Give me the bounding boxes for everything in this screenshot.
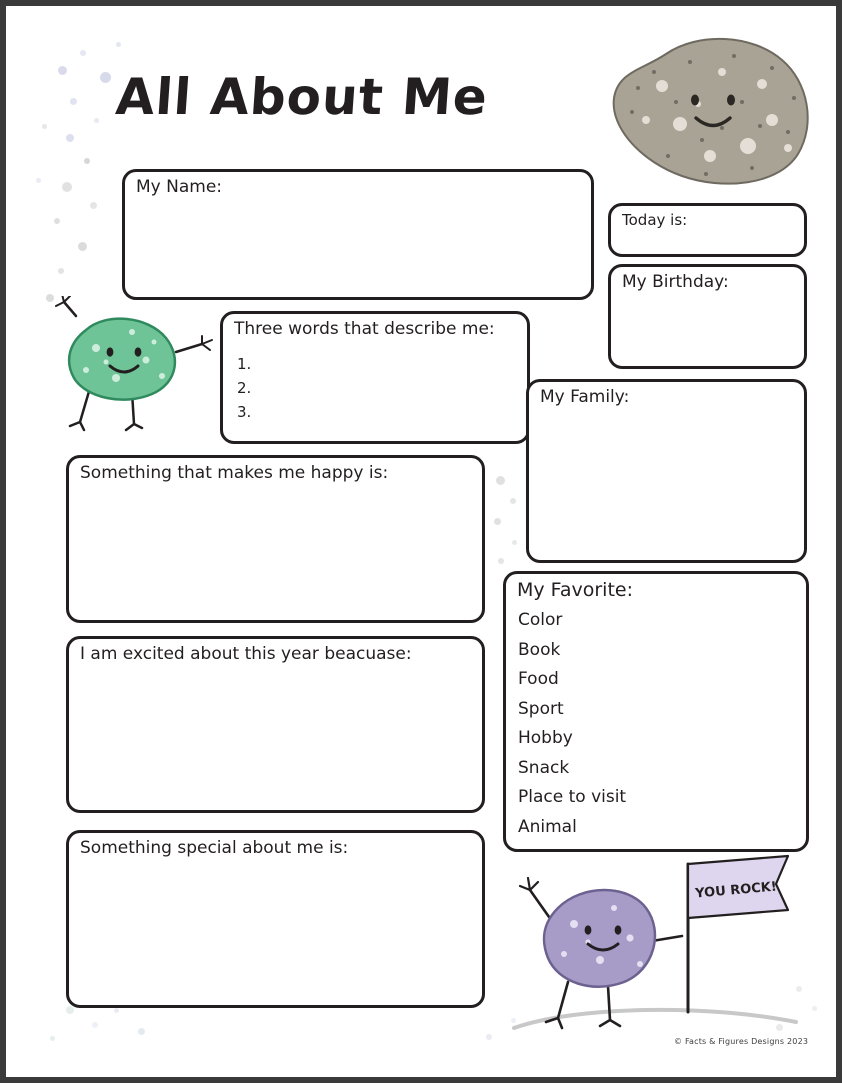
field-box-my-birthday[interactable]: [608, 264, 807, 369]
field-box-my-name[interactable]: [122, 169, 594, 300]
field-box-my-family[interactable]: [526, 379, 807, 563]
field-box-special-about[interactable]: [66, 830, 485, 1008]
flag-text: YOU ROCK!: [694, 879, 778, 902]
page-title: All About Me: [113, 68, 490, 126]
list-item: 1.: [237, 355, 252, 373]
field-box-three-words[interactable]: [220, 311, 530, 444]
field-label-my-favorite: My Favorite:: [517, 579, 634, 601]
list-item: Sport: [518, 698, 564, 719]
favorites-list: [518, 606, 626, 842]
field-label-my-name: My Name:: [136, 177, 223, 197]
list-item: Snack: [518, 757, 570, 778]
field-label-excited-year: I am excited about this year beacuase:: [80, 644, 412, 664]
rock-character-green-icon: [36, 296, 216, 436]
list-item: Place to visit: [518, 787, 627, 807]
field-label-my-family: My Family:: [540, 387, 630, 407]
list-item: Animal: [518, 816, 577, 837]
field-box-excited-year[interactable]: [66, 636, 485, 813]
field-label-makes-me-happy: Something that makes me happy is:: [80, 463, 389, 483]
field-label-three-words: Three words that describe me:: [234, 319, 495, 339]
list-item: Color: [518, 610, 563, 630]
three-words-list: [237, 352, 251, 424]
copyright-notice: © Facts & Figures Designs 2023: [674, 1037, 809, 1046]
list-item: 3.: [237, 403, 252, 421]
list-item: 2.: [237, 379, 252, 397]
field-box-today-is[interactable]: [608, 203, 807, 257]
field-label-my-birthday: My Birthday:: [622, 272, 729, 292]
rock-character-purple-icon: [496, 846, 816, 1046]
worksheet-sheet: [6, 6, 836, 1077]
field-label-today-is: Today is:: [622, 211, 688, 229]
list-item: Book: [518, 639, 561, 660]
list-item: Food: [518, 669, 559, 689]
list-item: Hobby: [518, 728, 573, 748]
field-label-special-about: Something special about me is:: [80, 838, 349, 858]
rock-character-top-icon: [602, 28, 820, 188]
field-box-my-favorite[interactable]: [503, 571, 809, 852]
field-box-makes-me-happy[interactable]: [66, 455, 485, 623]
